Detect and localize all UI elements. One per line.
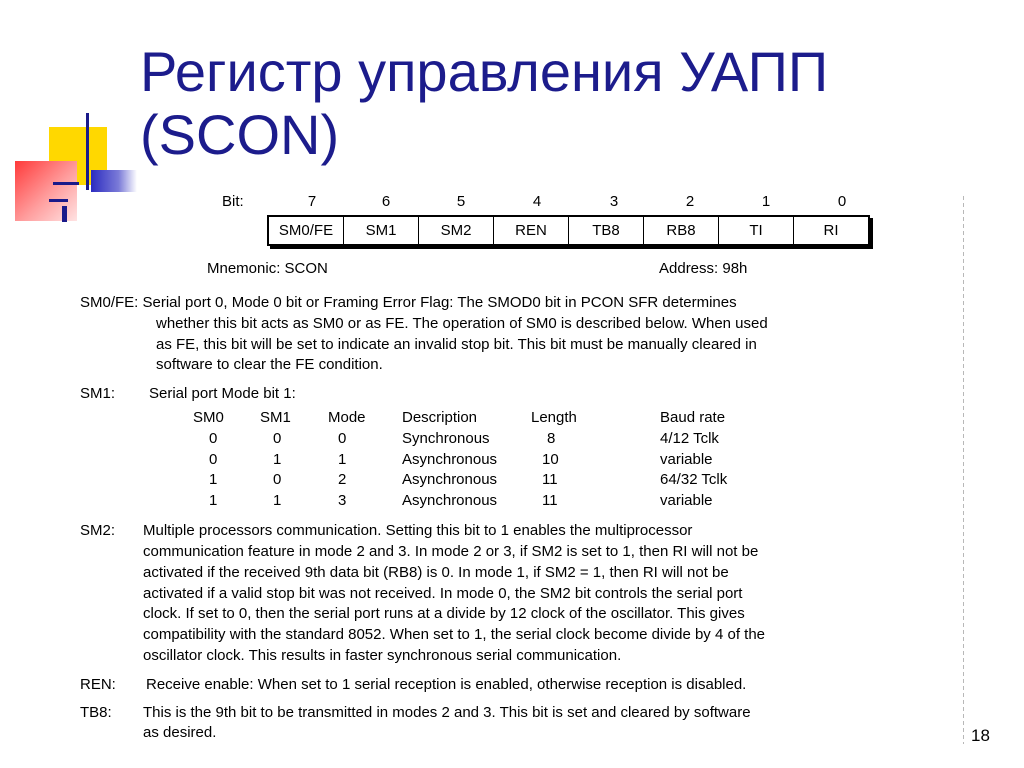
- mode-cell: variable: [660, 451, 713, 468]
- sm0fe-line: SM0/FE: Serial port 0, Mode 0 bit or Framing Error Flag: The SMOD0 bit in PCON SFR determines: [80, 294, 737, 311]
- mode-table-header: SM1: [260, 409, 291, 426]
- bit-number: 3: [609, 193, 619, 210]
- mode-cell: 2: [338, 471, 347, 488]
- mode-table-header: SM0: [193, 409, 224, 426]
- mode-cell: 1: [209, 471, 218, 488]
- mode-cell: 8: [547, 430, 556, 447]
- sm2-line: oscillator clock. This results in faster synchronous serial communication.: [143, 647, 622, 664]
- sm0fe-line: whether this bit acts as SM0 or as FE. The operation of SM0 is described below. When used: [156, 315, 768, 332]
- tb8-line: This is the 9th bit to be transmitted in modes 2 and 3. This bit is set and cleared by software: [143, 704, 751, 721]
- mode-cell: Synchronous: [402, 430, 490, 447]
- sm2-line: compatibility with the standard 8052. When set to 1, the serial clock become divide by 4 of the: [143, 626, 766, 643]
- mode-cell: 1: [338, 451, 347, 468]
- bit-field-rb8: RB8: [644, 216, 719, 245]
- bit-number: 1: [761, 193, 771, 210]
- title-line-1: Регистр управления УАПП: [140, 40, 829, 103]
- bit-number: 6: [381, 193, 391, 210]
- mode-table-header: Baud rate: [660, 409, 726, 426]
- sm2-line: Multiple processors communication. Setting this bit to 1 enables the multiprocessor: [143, 522, 693, 539]
- sm2-line: activated if the received 9th data bit (RB8) is 0. In mode 1, if SM2 = 1, then RI will not be: [143, 564, 729, 581]
- document-edge-line: [963, 196, 964, 744]
- mode-cell: 0: [209, 451, 218, 468]
- mode-cell: 11: [542, 492, 558, 509]
- page-number: 18: [971, 726, 990, 745]
- bit-field-ri: RI: [794, 216, 870, 245]
- bit-number: 0: [837, 193, 847, 210]
- bit-field-ren: REN: [494, 216, 569, 245]
- mode-cell: 1: [273, 492, 282, 509]
- mode-table-header: Mode: [328, 409, 366, 426]
- sm0fe-line: software to clear the FE condition.: [156, 356, 383, 373]
- mode-cell: 1: [209, 492, 218, 509]
- bit-number: 7: [307, 193, 317, 210]
- bit-label: Bit:: [222, 193, 244, 210]
- mode-cell: 0: [338, 430, 347, 447]
- mode-cell: 0: [273, 430, 282, 447]
- mode-cell: 3: [338, 492, 347, 509]
- mode-cell: Asynchronous: [402, 451, 498, 468]
- mode-cell: 11: [542, 471, 558, 488]
- bit-number: 5: [456, 193, 466, 210]
- mode-cell: 64/32 Tclk: [660, 471, 728, 488]
- sm0fe-line: as FE, this bit will be set to indicate an invalid stop bit. This bit must be manually cleared in: [156, 336, 757, 353]
- bit-field-sm2: SM2: [419, 216, 494, 245]
- address-label: Address: 98h: [659, 260, 748, 277]
- register-bit-table: [267, 215, 870, 246]
- bit-field-tb8: TB8: [569, 216, 644, 245]
- sm2-line: activated if a valid stop bit was not received. In mode 0, the SM2 bit controls the serial port: [143, 585, 743, 602]
- mode-cell: Asynchronous: [402, 471, 498, 488]
- mode-cell: 0: [209, 430, 218, 447]
- sm2-line: clock. If set to 0, then the serial port runs at a divide by 12 clock of the oscillator. This gives: [143, 605, 745, 622]
- ren-description: Receive enable: When set to 1 serial reception is enabled, otherwise reception is disabled.: [146, 676, 747, 693]
- sm2-label: SM2:: [80, 522, 116, 539]
- bit-field-ti: TI: [719, 216, 794, 245]
- sm2-line: communication feature in mode 2 and 3. In mode 2 or 3, if SM2 is set to 1, then RI will not be: [143, 543, 759, 560]
- mode-cell: 0: [273, 471, 282, 488]
- ren-label: REN:: [80, 676, 116, 693]
- mode-cell: Asynchronous: [402, 492, 498, 509]
- mode-cell: variable: [660, 492, 713, 509]
- bit-field-sm1: SM1: [344, 216, 419, 245]
- sm1-description: Serial port Mode bit 1:: [149, 385, 296, 402]
- title-line-2: (SCON): [140, 103, 340, 166]
- tb8-line: as desired.: [143, 724, 217, 741]
- mode-cell: 10: [542, 451, 559, 468]
- mnemonic-label: Mnemonic: SCON: [207, 260, 328, 277]
- sm1-label: SM1:: [80, 385, 116, 402]
- register-row: [268, 216, 869, 245]
- mode-table-header: Description: [402, 409, 478, 426]
- bit-number: 2: [685, 193, 695, 210]
- tb8-label: TB8:: [80, 704, 112, 721]
- bit-field-sm0fe: SM0/FE: [268, 216, 344, 245]
- mode-cell: 4/12 Tclk: [660, 430, 719, 447]
- bit-number: 4: [532, 193, 542, 210]
- mode-cell: 1: [273, 451, 282, 468]
- mode-table-header: Length: [531, 409, 577, 426]
